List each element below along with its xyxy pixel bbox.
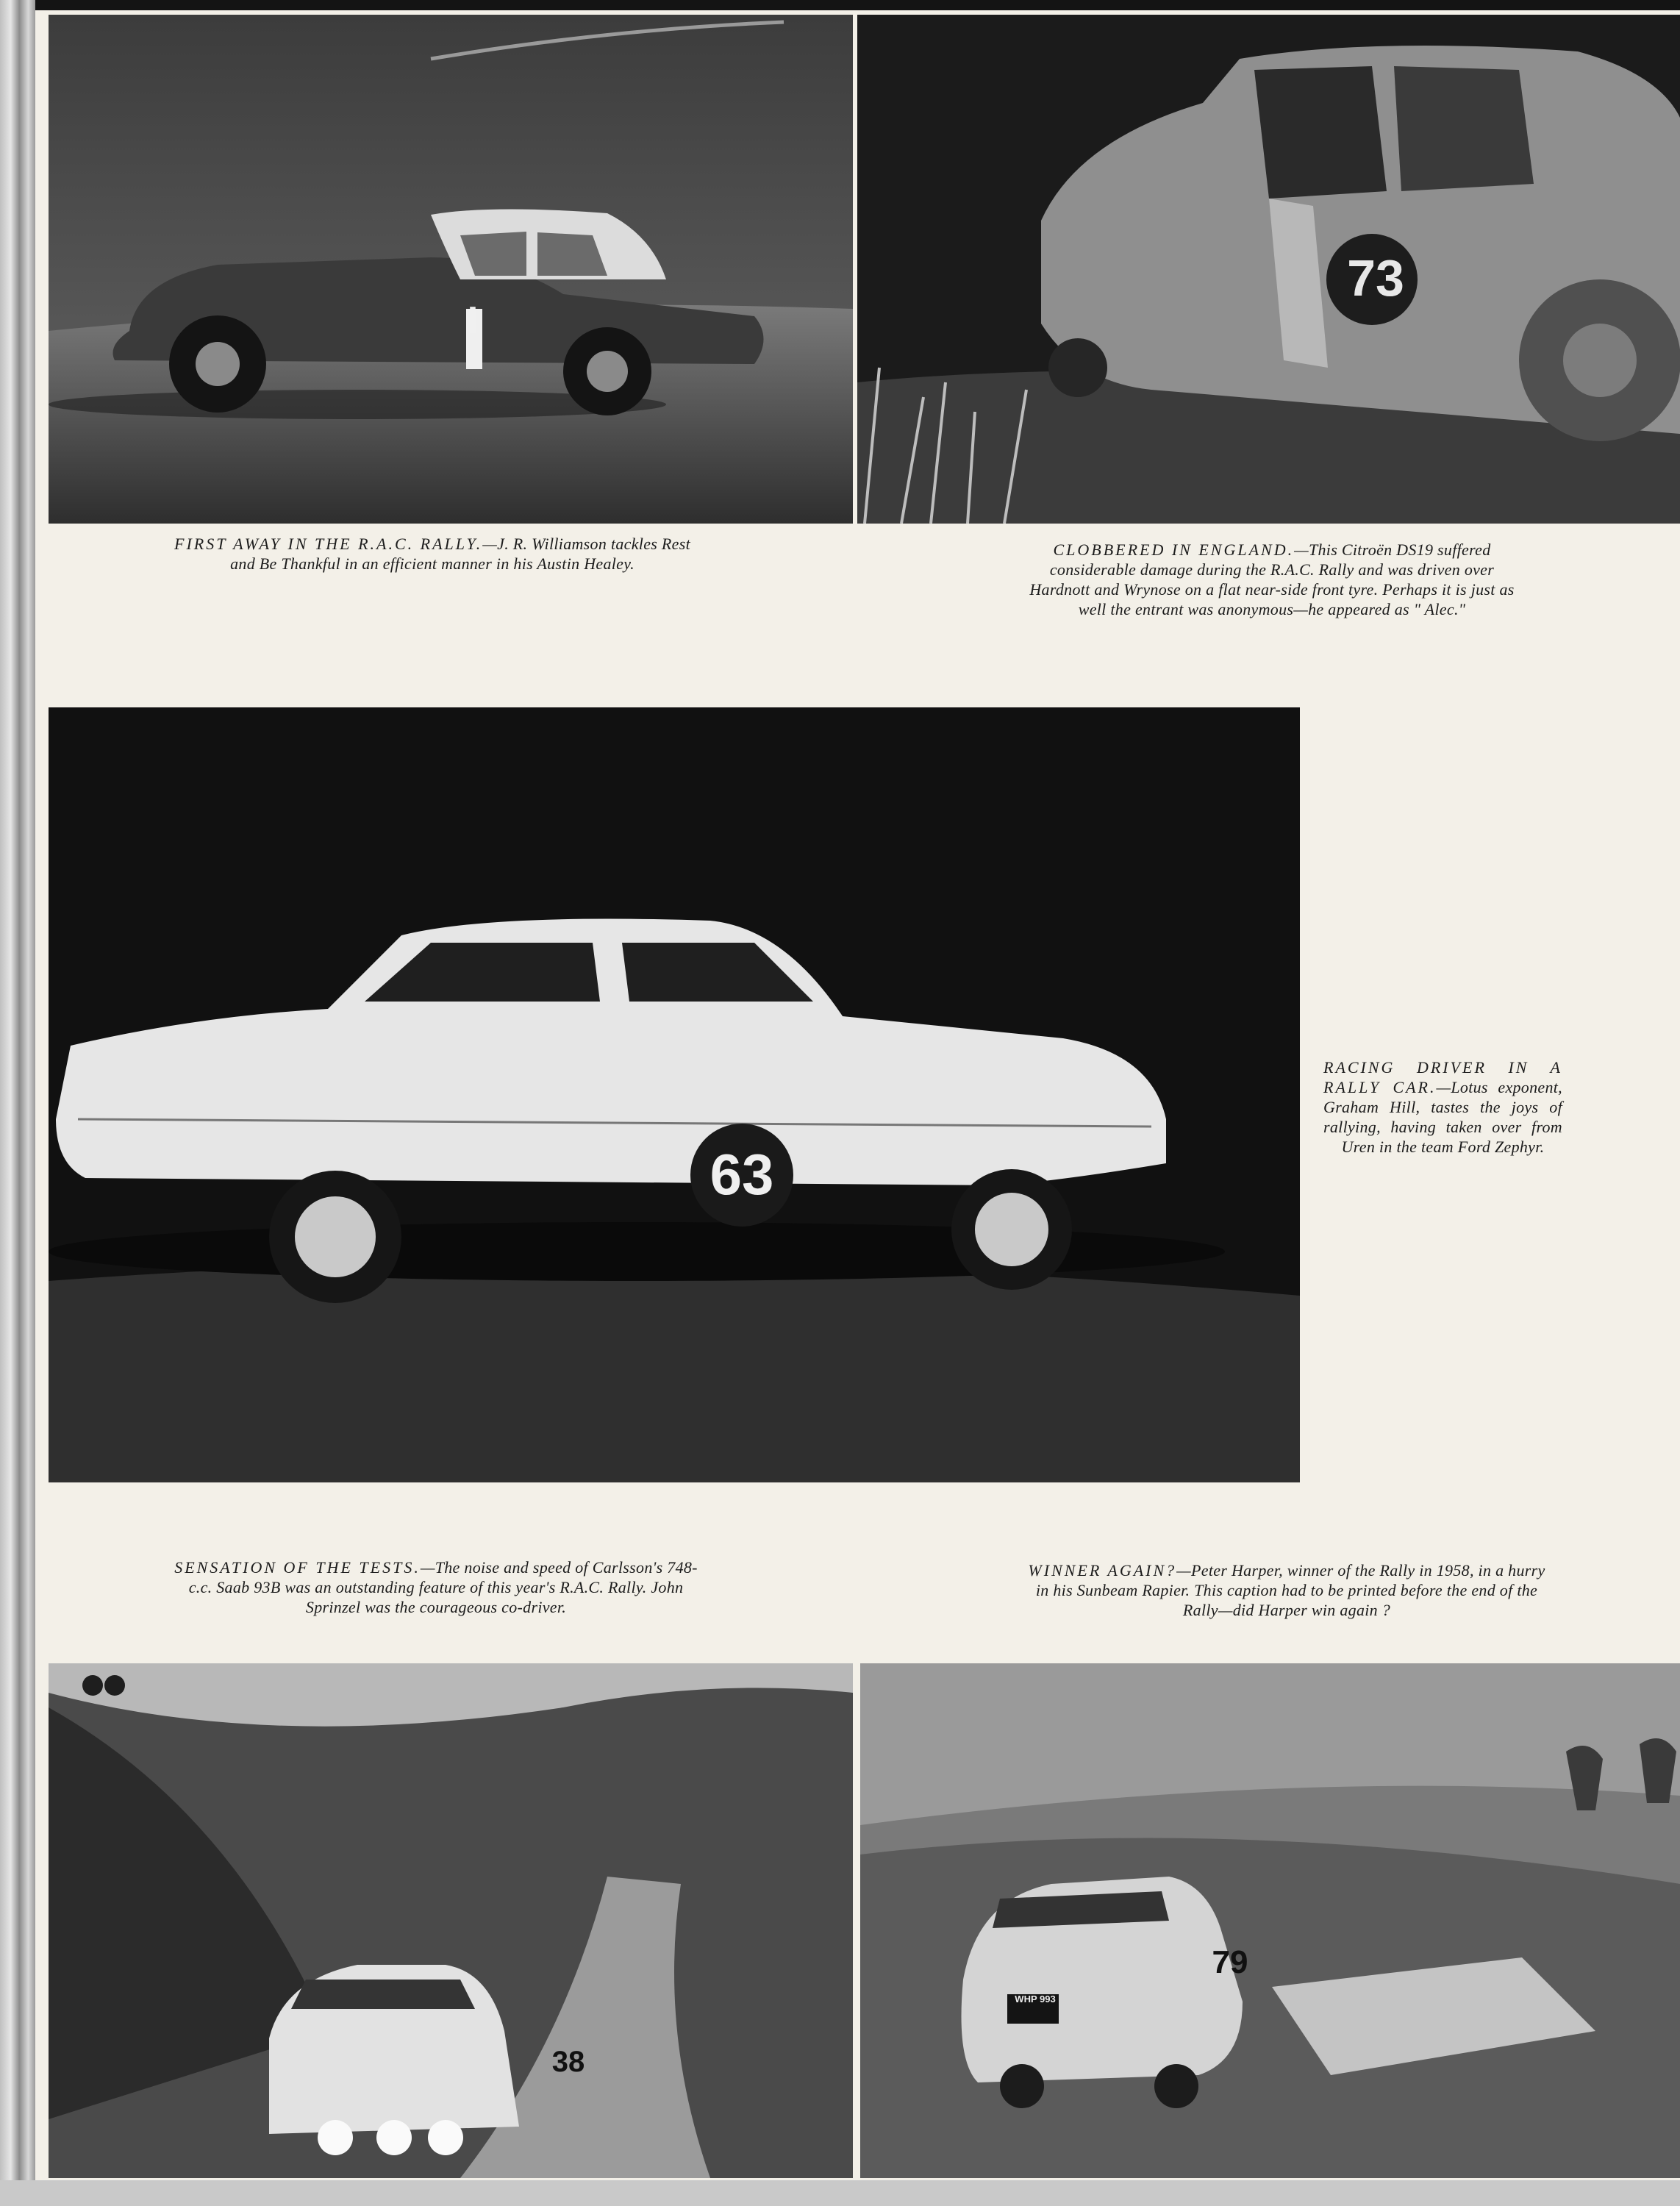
caption-citroen-ds19 [1022,540,1522,619]
car-number-sunbeam: 79 [1212,1944,1248,1980]
caption-ford-zephyr-head: RACING DRIVER IN A RALLY CAR. [1323,1058,1562,1096]
caption-sunbeam-head: WINNER AGAIN? [1028,1561,1177,1579]
car-number-citroen: 73 [1347,249,1404,307]
caption-ford-zephyr [1323,1057,1562,1157]
caption-saab-body: —The noise and speed of Carlsson's 748-c.c. Saab 93B was an outstanding feature of this year's R.A.C. Rally. John Sprinzel was the courageous co-driver. [188,1558,698,1616]
caption-citroen-ds19-head: CLOBBERED IN ENGLAND. [1053,540,1295,559]
photo-saab-93b [49,1663,853,2178]
caption-citroen-ds19-body: —This Citroën DS19 suffered considerable damage during the R.A.C. Rally and was driven over Hardnott and Wrynose on a flat near-side front tyre. Perhaps it is just as well the entrant was anonymous—he appeared as " Alec." [1029,540,1515,618]
car-number-saab: 38 [551,2046,585,2078]
photo-citroen-ds19 [857,15,1680,524]
car-number-zephyr: 63 [709,1142,774,1207]
caption-sunbeam-body: —Peter Harper, winner of the Rally in 1958, in a hurry in his Sunbeam Rapier. This caption had to be printed before the end of the Rally—did Harper win again ? [1035,1561,1545,1619]
photo-ford-zephyr [49,707,1300,1482]
number-plate-sunbeam: WHP 993 [1015,1993,1056,2005]
caption-austin-healey [160,534,704,574]
caption-sunbeam [1022,1560,1551,1620]
magazine-spine [0,0,35,2206]
photo-austin-healey [49,15,853,524]
caption-austin-healey-head: FIRST AWAY IN THE R.A.C. RALLY. [174,535,483,553]
caption-saab [168,1557,704,1617]
car-number-healey: I [467,299,479,342]
caption-austin-healey-body: —J. R. Williamson tackles Rest and Be Thankful in an efficient manner in his Austin Healey. [230,535,690,573]
photo-sunbeam-rapier [860,1663,1680,2178]
page-bottom-edge [0,2180,1680,2206]
page-top-edge [0,0,1680,10]
caption-ford-zephyr-body: —Lotus exponent, Graham Hill, tastes the joys of rallying, having taken over from Uren in the team Ford Zephyr. [1323,1078,1562,1156]
caption-saab-head: SENSATION OF THE TESTS. [174,1558,421,1577]
